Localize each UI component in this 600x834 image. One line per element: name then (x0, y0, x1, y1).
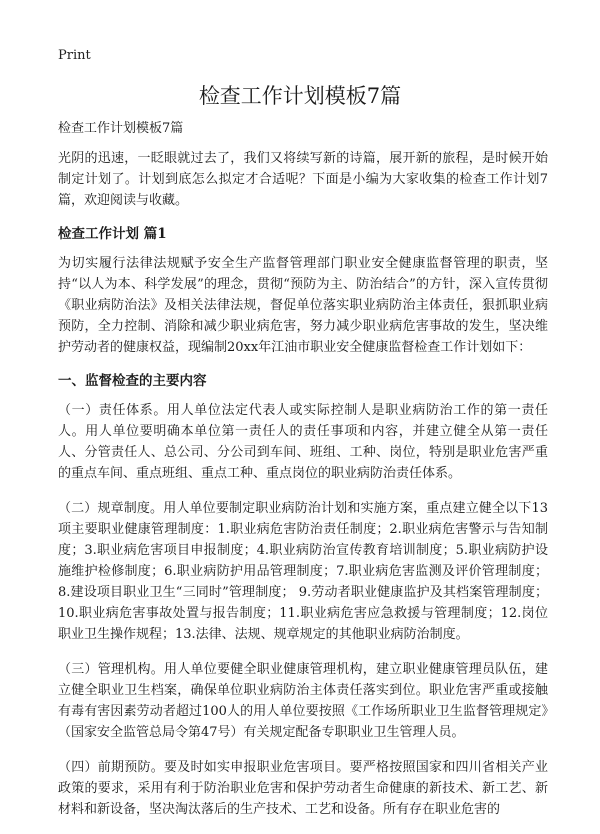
print-link[interactable]: Print (58, 48, 91, 63)
paragraph-rules-regulations: （二）规章制度。用人单位要制定职业病防治计划和实施方案，重点建立健全以下13项主要职业健康管理制度：1.职业病危害防治责任制度；2.职业病危害警示与告知制度；3.职业病危害项目申报制度；4.职业病防治宣传教育培训制度；5.职业病防护设施维护检修制度；6.职业病防护用品管理制度；7.职业病危害监测及评价管理制度；8.建设项目职业卫生“三同时”管理制度； 9.劳动者职业健康监护及其档案管理制度；10.职业病危害事故处置与报告制度；11.职业病危害应急救援与管理制度；12.岗位职业卫生操作规程；13.法律、法规、规章规定的其他职业病防治制度。 (58, 501, 548, 642)
document-body (58, 118, 548, 834)
intro-paragraph: 光阴的迅速，一眨眼就过去了，我们又将续写新的诗篇，展开新的旅程，是时候开始制定计划了。计划到底怎么拟定才合适呢？下面是小编为大家收集的检查工作计划7篇，欢迎阅读与收藏。 (58, 151, 548, 208)
document-subtitle: 检查工作计划模板7篇 (58, 121, 184, 136)
paragraph-early-prevention: （四）前期预防。要及时如实申报职业危害项目。要严格按照国家和四川省相关产业政策的要求，采用有利于防治职业危害和保护劳动者生命健康的新技术、新工艺、新材料和新设备，坚决淘汰落后的生产技术、工艺和设备。所有存在职业危害的 (58, 760, 548, 817)
section-heading: 一、监督检查的主要内容 (58, 373, 207, 389)
article-heading: 检查工作计划 篇1 (58, 226, 167, 242)
paragraph-responsibility-system: （一）责任体系。用人单位法定代表人或实际控制人是职业病防治工作的第一责任人。用人单位要明确本单位第一责任人的责任事项和内容，并建立健全从第一责任人、分管责任人、总公司、分公司到车间、班组、工种、岗位，特别是职业危害严重的重点车间、重点班组、重点工种、重点岗位的职业病防治责任体系。 (58, 403, 548, 481)
paragraph-management-agency: （三）管理机构。用人单位要健全职业健康管理机构，建立职业健康管理员队伍，建立健全职业卫生档案，确保单位职业病防治主体责任落实到位。职业危害严重或接触有毒有害因素劳动者超过100人的用人单位要按照《工作场所职业卫生监督管理规定》（国家安全监管总局令第47号）有关规定配备专职职业卫生管理人员。 (58, 662, 548, 740)
document-title: 检查工作计划模板7篇 (198, 84, 402, 108)
article-intro-paragraph: 为切实履行法律法规赋予安全生产监督管理部门职业安全健康监督管理的职责，坚持“以人为本、科学发展”的理念，贯彻“预防为主、防治结合”的方针，深入宣传贯彻《职业病防治法》及相关法律法规，督促单位落实职业病防治主体责任，狠抓职业病预防，全力控制、消除和减少职业病危害，努力减少职业病危害事故的发生，坚决维护劳动者的健康权益，现编制20xx年江油市职业安全健康监督检查工作计划如下： (58, 256, 548, 355)
